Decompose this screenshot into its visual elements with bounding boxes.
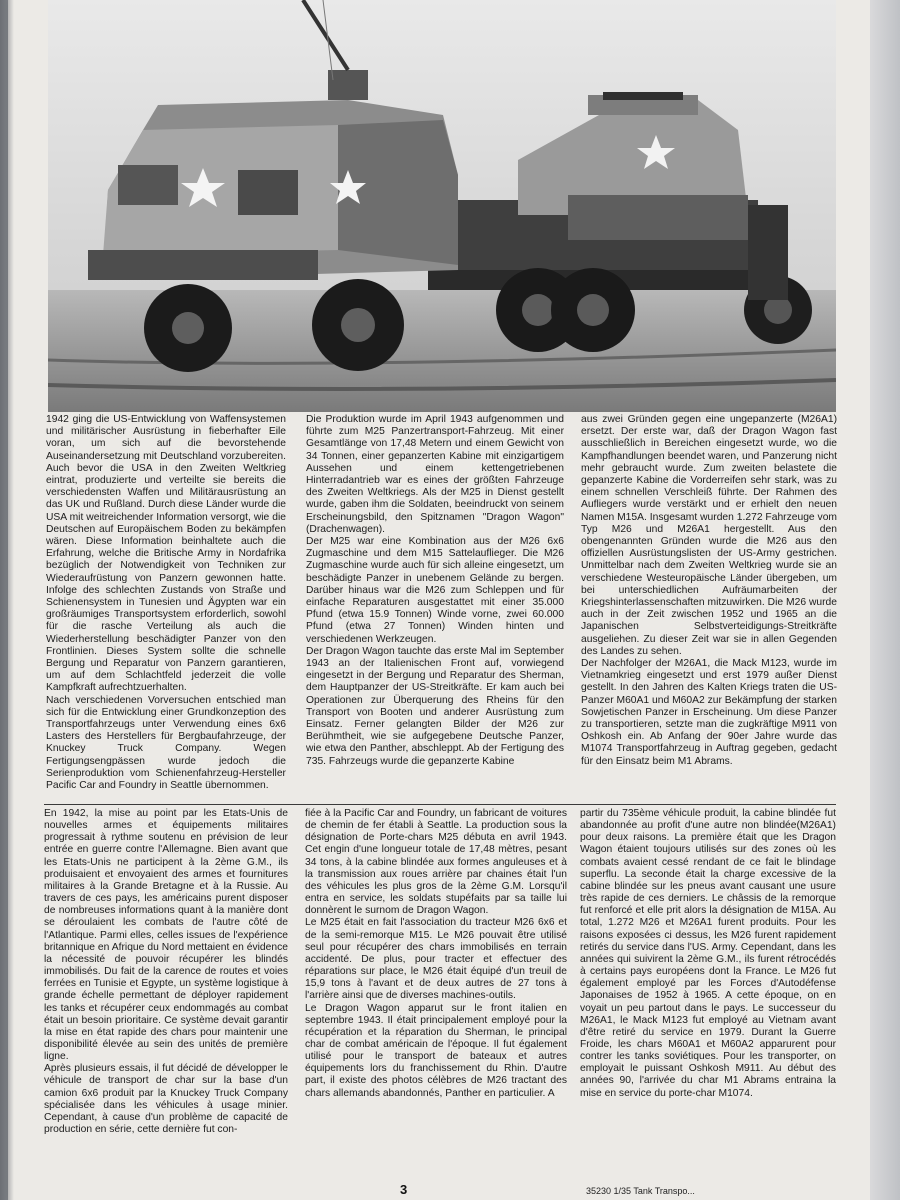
product-code: 35230 1/35 Tank Transpo... (586, 1186, 695, 1196)
french-text-column-3: partir du 735ème véhicule produit, la cabine blindée fut abandonnée au profit d'une autre non blindée(M26A1) pour deux raisons. La première était que les Dragon Wagon étaient toujours utilisés sur des zones où les combats avaient cessé rendant de ce fait le blindage superflu. La seconde était la charge excessive de la cabine blindée sur les pneus avant causant une usure très rapide de ces derniers. Le châssis de la remorque fut renforcé et elle prit alors la désignation de M15A. Au total, 1.272 M26 et M26A1 furent produits. Pour les raisons exposées ci dessus, les M26 furent rapidement retirés du service dans l'US. Army. Cependant, dans les années qui suivirent la 2ème G.M., ils furent rétrocédés à certains pays européens dont la France. Le M26 fut également employé par les Forces d'Autodéfense Japonaises de 1952 à 1965. A cette époque, on en voyait un peu partout dans le pays. Le successeur du M26A1, le Mack M123 fut employé au Vietnam avant d'être retiré du service en 1979. Durant la Guerre Froide, les chars M60A1 et M60A2 apparurent pour contrer les tanks soviétiques. Pour les transporter, on employait le puissant Oshkosh M911. Au début des années 90, l'arrivée du char M1 Abrams entraina la mise en service du porte-char M1074. (580, 808, 836, 1099)
binding-shadow (0, 0, 14, 1200)
page-number: 3 (400, 1182, 408, 1197)
instruction-page (8, 0, 870, 1200)
french-text-column-2: fiée à la Pacific Car and Foundry, un fabricant de voitures de chemin de fer établi à Seattle. La production sous la désignation de Porte-chars M25 débuta en avril 1943. Cet engin d'une longueur totale de 17,48 mètres, pesant 34 tons, à la cabine blindée aux formes anguleuses et à la transmission aux roues arrière par chaines était l'un des véhicules les plus gros de la 2ème G.M. Lorsqu'il entra en service, les soldats stupéfaits par sa taille lui donnèrent le surnom de Dragon Wagon. Le M25 était en fait l'association du tracteur M26 6x6 et de la semi-remorque M15. Le M26 pouvait être utilisé seul pour récupérer des chars immobilisés en terrain accidenté. De plus, pour tracter et effectuer des réparations sur place, le M26 était équipé d'un treuil de 15,9 tons à l'avant et de deux autres de 27 tons à l'arrière ainsi que de diverses machines-outils. Le Dragon Wagon apparut sur le front italien en septembre 1943. Il était principalement employé pour la récupération et la réparation du Sherman, le principal char de combat américain de l'époque. Il fut également utilisé pour le transport de bateaux et autres équipements lors du franchissement du Rhin. D'autre part, il existe des photos célèbres de M26 tractant des chars allemands abandonnés, Panther en particulier. A (305, 808, 567, 1099)
german-text-column-2: Die Produktion wurde im April 1943 aufgenommen und führte zum M25 Panzertransport-Fahrzeug. Mit einer Gesamtlänge von 17,48 Metern und einem Gewicht von 34 Tonnen, einer gepanzerten Kabine mit einzigartigem Aussehen und einem kettengetriebenen Hinterradantrieb war es eines der größten Fahrzeuge des Zweiten Weltkriegs. Als der M25 in Dienst gestellt wurde, gaben ihm die Soldaten, beeindruckt von seinem Erscheinungsbild, den Spitznamen "Dragon Wagon" (Drachenwagen). Der M25 war eine Kombination aus der M26 6x6 Zugmaschine und dem M15 Sattelauflieger. Die M26 Zugmaschine wurde auch für sich alleine eingesetzt, um beschädigte Panzer in unebenem Gelände zu bergen. Darüber hinaus war die M26 zum Schleppen und für einfache Reparaturen ausgestattet mit einer 35.000 Pfund (etwa 15.9 Tonnen) Winde vorne, zwei 60.000 Pfund (etwa 27 Tonnen) Winden hinten und verschiedenen Werkzeugen. Der Dragon Wagon tauchte das erste Mal im September 1943 an der Italienischen Front auf, vorwiegend eingesetzt in der Bergung und Reparatur des Sherman, dem Hauptpanzer der US-Streitkräfte. Er kam auch bei Operationen zur Überquerung des Rheins für den Transport von Booten und anderer Ausrüstung zum Einsatz. Ferner gelangten Bilder der M26 zur Berühmtheit, wie sie aufgegebene Deutsche Panzer, wie etwa den Panther, abschleppt. Ab der Fertigung des 735. Fahrzeugs wurde die gepanzerte Kabine (306, 414, 564, 767)
tank-transporter-photo (48, 0, 836, 412)
german-text-column-3: aus zwei Gründen gegen eine ungepanzerte (M26A1) ersetzt. Der erste war, daß der Dragon Wagon fast ausschließlich in Bereichen eingesetzt wurde, wo die Kampfhandlungen beendet waren, und Panzerung nicht mehr gebraucht wurde. Zum zweiten belastete die gepanzerte Kabine die Vorderreifen sehr stark, was zu einem schnellen Verschleiß führte. Der Rahmen des Aufliegers wurde verstärkt und er erhielt den neuen Namen M15A. Insgesamt wurden 1.272 Fahrzeuge vom Typ M26 und M26A1 hergestellt. Aus den obengenannten Gründen wurde die M26 aus den offiziellen Ausrüstungslisten der US-Army gestrichen. Unmittelbar nach dem Zweiten Weltkrieg wurde sie an verschiedene Westeuropäische Länder übergeben, um bei unterschiedlichen Aufräumarbeiten der Kriegshinterlassenschaften mitzuwirken. Die M26 wurde auch in der Zeit zwischen 1952 und 1965 an die Japanischen Selbstverteidigungs-Streitkräfte ausgeliehen. Zu dieser Zeit war sie in allen Gegenden des Landes zu sehen. Der Nachfolger der M26A1, die Mack M123, wurde im Vietnamkrieg eingesetzt und erst 1979 außer Dienst gestellt. In den Jahren des Kalten Kriegs traten die US-Panzer M60A1 und M60A2 zur Bekämpfung der starken Sowjetischen Panzer in Erscheinung. Um diese Panzer zu transportieren, setzte man die zugkräftige M911 von Oshkosh ein. Ab Anfang der 90er Jahre wurde das M1074 Transportfahrzeug in Auftrag gegeben, gedacht für den Einsatz beim M1 Abrams. (581, 414, 837, 767)
section-divider (44, 804, 836, 805)
german-text-column-1: 1942 ging die US-Entwicklung von Waffensystemen und militärischer Ausrüstung in fieberhafter Eile voran, um sich auf die bevorstehende Auseinandersetzung mit Deutschland vorzubereiten. Auch bevor die USA in den Zweiten Weltkrieg eintrat, produzierte und verteilte sie bereits die verschiedensten Waffen und Militärausrüstung an das UK und Rußland. Durch diese Länder wurde die USA mit weitreichender Information versorgt, wie die Deutschen auf Europäischem Boden zu bekämpfen wären. Diese Information beinhaltete auch die Erfahrung, welche die Britische Army in Nordafrika bezüglich der Notwendigkeit von Techniken zur Wiederaufrüstung von Panzern gewonnen hatte. Infolge des schlechten Zustands von Straße und Schienensystem in Tunesien und Ägypten war ein großräumiges Transportsystem erforderlich, sowohl für die rasche Verteilung als auch die Wiederherstellung beschädigter Panzer von den Frontlinien. Dieses System sollte die schnelle Bergung und Reparatur von Panzern garantieren, um auf dem Schlachtfeld jederzeit die volle Kampfkraft aufrechtzuerhalten. Nach verschiedenen Vorversuchen entschied man sich für die Entwicklung einer Grundkonzeption des Transportfahrzeugs unter Verwendung eines 6x6 Lasters des Herstellers für Bergbaufahrzeuge, der Knuckey Truck Company. Wegen Fertigungsengpässen wurde jedoch die Serienproduktion vom Schienenfahrzeug-Hersteller Pacific Car and Foundry in Seattle übernommen. (46, 414, 286, 792)
french-text-column-1: En 1942, la mise au point par les Etats-Unis de nouvelles armes et équipements militaires progressait à rythme soutenu en prévision de leur entrée en guerre contre l'Allemagne. Bien avant que les Etats-Unis ne participent à la 2ème G.M., ils produisaient et envoyaient des armes et fournitures militaires à la Grande Bretagne et à la Russie. Au travers de ces pays, les américains purent disposer de nombreuses informations quant à la manière dont se déroulaient les combats de l'autre côté de l'Atlantique. Parmi elles, celles issues de l'expérience britannique en Afrique du Nord mettaient en évidence la nécessité de pouvoir récupérer les blindés immobilisés. Du fait de la carence de routes et voies ferrées en Tunisie et Egypte, un système logistique à grande échelle permettant de déployer rapidement les tanks et récupérer ceux endommagés au combat était un besoin prioritaire. Ce système devait garantir la mise en état rapide des chars pour maintenir une disponibilité élevée au sein des unités de première ligne. Après plusieurs essais, il fut décidé de développer le véhicule de transport de char sur la base d'un camion 6x6 produit par la Knuckey Truck Company spécialisée dans les véhicules à usage minier. Cependant, à cause d'un problème de capacité de production en série, cette dernière fut con- (44, 808, 288, 1136)
page-edge (870, 0, 900, 1200)
